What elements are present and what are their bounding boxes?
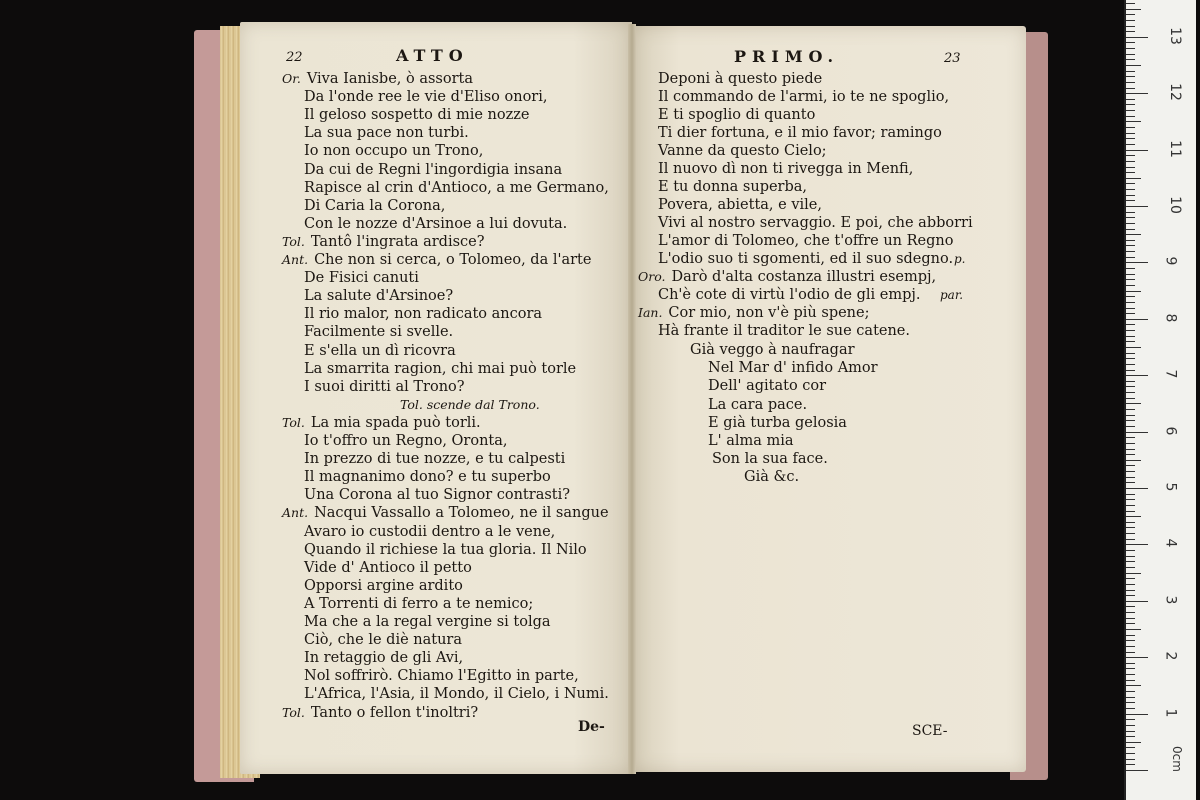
- ruler-tick: [1126, 471, 1135, 472]
- verse-text: La smarrita ragion, chi mai può torle: [304, 360, 577, 377]
- text-line: [304, 197, 445, 215]
- right-page: [632, 26, 1026, 772]
- ruler-tick: [1126, 606, 1135, 607]
- text-line: [304, 541, 587, 559]
- verse-text: Il rio malor, non radicato ancora: [304, 306, 543, 323]
- ruler-tick: [1126, 9, 1141, 10]
- text-line: [658, 124, 942, 142]
- text-line: [304, 631, 462, 649]
- text-line: [304, 305, 542, 323]
- ruler-tick: [1126, 477, 1135, 478]
- ruler-tick: [1126, 708, 1135, 709]
- ruler-tick: [1126, 189, 1135, 190]
- ruler-number: 1: [1162, 708, 1179, 718]
- ruler-tick: [1126, 302, 1135, 303]
- ruler-tick: [1126, 127, 1135, 128]
- ruler-tick: [1126, 313, 1135, 314]
- ruler-tick: [1126, 736, 1135, 737]
- text-line: [658, 214, 973, 232]
- ruler-tick: [1126, 291, 1141, 292]
- aria-line: La cara pace.: [708, 396, 808, 413]
- ruler-tick: [1126, 178, 1141, 179]
- aria-line: Son la sua face.: [712, 451, 828, 468]
- verse-text: Da cui de Regni l'ingordigia insana: [304, 161, 563, 178]
- verse-text: La salute d'Arsinoe?: [304, 288, 454, 305]
- ruler-tick: [1126, 386, 1135, 387]
- verse-text: Rapisce al crin d'Antioco, a me Germano,: [304, 179, 609, 196]
- text-line: [304, 269, 419, 287]
- text-line: [304, 613, 551, 631]
- speaker-label: Tol.: [282, 704, 305, 720]
- ruler-tick: [1126, 223, 1135, 224]
- ruler-tick: [1126, 623, 1135, 624]
- verse-text: Tantô l'ingrata ardisce?: [310, 233, 485, 250]
- catchword: SCE-: [912, 723, 948, 739]
- ruler-tick: [1126, 584, 1135, 585]
- ruler-tick: [1126, 200, 1135, 201]
- text-line: [658, 88, 949, 106]
- ruler-tick: [1126, 702, 1135, 703]
- aria-line: Già veggo à naufragar: [690, 342, 855, 358]
- ruler-tick: [1126, 31, 1135, 32]
- aria-line: Nel Mar d' infido Amor: [708, 360, 878, 377]
- verse-text: Darò d'alta costanza illustri esempj,: [671, 269, 937, 285]
- text-line: [304, 142, 483, 160]
- text-line: [282, 251, 591, 269]
- verse-text: Cor mio, non v'è più spene;: [668, 305, 870, 321]
- page-number: 22: [286, 50, 303, 65]
- verse-text: Ma che a la regal vergine si tolga: [304, 614, 551, 630]
- text-line: [304, 486, 570, 504]
- text-line: [304, 360, 576, 378]
- verse-text: Avaro io custodii dentro a le vene,: [304, 523, 556, 540]
- speaker-label: Ian.: [638, 305, 663, 320]
- ruler-tick: [1126, 742, 1141, 743]
- ruler-tick: [1126, 753, 1135, 754]
- ruler-tick: [1126, 697, 1135, 698]
- verse-text: E ti spoglio di quanto: [658, 107, 816, 123]
- ruler-tick: [1126, 375, 1148, 376]
- verse-text: Io non occupo un Trono,: [304, 143, 484, 160]
- ruler-tick: [1126, 747, 1135, 748]
- stage-direction: par.: [940, 288, 964, 302]
- ruler-tick: [1126, 556, 1135, 557]
- verse-text: Una Corona al tuo Signor contrasti?: [304, 487, 571, 504]
- ruler-tick: [1126, 26, 1135, 27]
- ruler-tick: [1126, 443, 1135, 444]
- ruler-tick: [1126, 415, 1135, 416]
- ruler-tick: [1126, 341, 1135, 342]
- ruler-tick: [1126, 454, 1135, 455]
- catchword: De-: [578, 719, 605, 735]
- ruler-tick: [1126, 725, 1135, 726]
- ruler-tick: [1126, 42, 1135, 43]
- ruler-tick: [1126, 161, 1135, 162]
- ruler-number: 2: [1162, 651, 1179, 661]
- ruler-tick: [1126, 482, 1135, 483]
- ruler-tick: [1126, 420, 1135, 421]
- verse-text: A Torrenti di ferro a te nemico;: [304, 595, 534, 612]
- verse-text: La mia spada può torli.: [310, 414, 481, 431]
- text-line: [658, 106, 815, 124]
- ruler-tick: [1126, 392, 1135, 393]
- text-line: [658, 178, 807, 196]
- ruler-tick: [1126, 279, 1135, 280]
- verse-text: Povera, abietta, e vile,: [658, 197, 822, 213]
- ruler-unit-label: 0cm: [1169, 746, 1184, 772]
- text-line: [304, 649, 463, 667]
- verse-text: Nacqui Vassallo a Tolomeo, ne il sangue: [314, 505, 609, 522]
- ruler-tick: [1126, 14, 1135, 15]
- ruler-number: 3: [1162, 595, 1179, 605]
- ruler-tick: [1126, 567, 1135, 568]
- ruler-tick: [1126, 172, 1135, 173]
- ruler-tick: [1126, 685, 1141, 686]
- text-line: [658, 196, 822, 214]
- ruler-tick: [1126, 527, 1135, 528]
- ruler-tick: [1126, 138, 1135, 139]
- verse-text: Io t'offro un Regno, Oronta,: [304, 433, 508, 449]
- ruler-tick: [1126, 691, 1135, 692]
- ruler-tick: [1126, 652, 1135, 653]
- text-line: [658, 70, 822, 88]
- ruler-tick: [1126, 212, 1135, 213]
- ruler-tick: [1126, 229, 1135, 230]
- ruler-tick: [1126, 240, 1135, 241]
- book-gutter: [628, 24, 636, 774]
- speaker-label: Tol.: [282, 414, 305, 430]
- ruler-tick: [1126, 195, 1135, 196]
- ruler-tick: [1126, 629, 1141, 630]
- verse-text: Che non si cerca, o Tolomeo, da l'arte: [314, 252, 592, 268]
- ruler-tick: [1126, 561, 1135, 562]
- text-line: [304, 667, 579, 685]
- verse-text: In retaggio de gli Avi,: [304, 650, 464, 667]
- text-line: [304, 88, 547, 106]
- text-line: [304, 323, 453, 341]
- text-line: [304, 595, 533, 613]
- ruler-tick: [1126, 590, 1135, 591]
- ruler-tick: [1126, 88, 1135, 89]
- ruler-number: 5: [1162, 482, 1179, 492]
- text-line: [400, 396, 540, 414]
- verse-text: Ciò, che le diè natura: [304, 632, 462, 649]
- text-line: [304, 685, 609, 703]
- ruler-tick: [1126, 437, 1135, 438]
- stage-direction: p.: [954, 252, 966, 266]
- ruler-tick: [1126, 601, 1148, 602]
- verse-text: Nol soffrirò. Chiamo l'Egitto in parte,: [304, 668, 579, 685]
- text-line: [638, 268, 936, 286]
- verse-text: Il nuovo dì non ti rivegga in Menfi,: [658, 161, 914, 177]
- ruler-tick: [1126, 578, 1135, 579]
- text-line: [658, 322, 910, 340]
- ruler-number: 6: [1162, 426, 1179, 436]
- ruler-tick: [1126, 116, 1135, 117]
- ruler-tick: [1126, 663, 1135, 664]
- verse-text: Vanne da questo Cielo;: [658, 143, 827, 159]
- speaker-label: Or.: [282, 71, 301, 86]
- running-header: ATTO: [396, 46, 469, 65]
- ruler-number: 8: [1162, 313, 1179, 323]
- ruler-tick: [1126, 403, 1141, 404]
- verse-text: Facilmente si svelle.: [304, 324, 454, 341]
- ruler-tick: [1126, 82, 1135, 83]
- ruler-number: 7: [1162, 369, 1179, 379]
- ruler-tick: [1126, 99, 1135, 100]
- speaker-label: Ant.: [282, 252, 309, 267]
- ruler-tick: [1126, 714, 1148, 715]
- running-header: PRIMO.: [734, 47, 840, 66]
- ruler-tick: [1126, 719, 1135, 720]
- speaker-label: Ant.: [282, 505, 309, 521]
- text-line: [658, 232, 953, 250]
- ruler-tick: [1126, 409, 1135, 410]
- verse-text: Ti dier fortuna, e il mio favor; ramingo: [658, 125, 942, 141]
- ruler-tick: [1126, 764, 1135, 765]
- verse-text: Di Caria la Corona,: [304, 197, 446, 214]
- ruler-tick: [1126, 646, 1135, 647]
- ruler-tick: [1126, 657, 1148, 658]
- ruler-tick: [1126, 20, 1135, 21]
- ruler-tick: [1126, 133, 1135, 134]
- text-line: [304, 432, 508, 450]
- ruler-tick: [1126, 37, 1148, 38]
- verse-text: Quando il richiese la tua gloria. Il Nilo: [304, 541, 587, 558]
- ruler-tick: [1126, 460, 1141, 461]
- ruler-tick: [1126, 183, 1135, 184]
- ruler-tick: [1126, 71, 1135, 72]
- text-line: [304, 342, 456, 360]
- ruler-tick: [1126, 257, 1135, 258]
- verse-text: Il magnanimo dono? e tu superbo: [304, 469, 551, 486]
- ruler-tick: [1126, 544, 1148, 545]
- stage-direction: Tol. scende dal Trono.: [400, 396, 540, 412]
- ruler-tick: [1126, 296, 1135, 297]
- verse-text: Deponi à questo piede: [658, 71, 823, 87]
- ruler-tick: [1126, 65, 1141, 66]
- text-line: [304, 468, 551, 486]
- speaker-label: Tol.: [282, 233, 305, 249]
- ruler-tick: [1126, 759, 1135, 760]
- text-line: [304, 106, 530, 124]
- ruler-tick: [1126, 398, 1135, 399]
- ruler-tick: [1126, 206, 1148, 207]
- verse-text: Vivi al nostro servaggio. E poi, che abborri: [658, 215, 973, 231]
- ruler-tick: [1126, 336, 1135, 337]
- text-line: [282, 414, 481, 432]
- ruler-tick: [1126, 59, 1135, 60]
- verse-text: Il commando de l'armi, io te ne spoglio,: [658, 89, 950, 105]
- text-line: [304, 378, 465, 396]
- ruler-tick: [1126, 680, 1135, 681]
- text-line: [304, 287, 453, 305]
- verse-text: E s'ella un dì ricovra: [304, 342, 456, 359]
- ruler-tick: [1126, 353, 1135, 354]
- text-line: [304, 577, 463, 595]
- ruler-tick: [1126, 48, 1135, 49]
- text-line: [658, 286, 921, 304]
- ruler-tick: [1126, 364, 1135, 365]
- verse-text: Ch'è cote di virtù l'odio de gli empj.: [658, 287, 921, 303]
- ruler-tick: [1126, 330, 1135, 331]
- ruler-tick: [1126, 251, 1135, 252]
- verse-text: I suoi diritti al Trono?: [304, 378, 465, 395]
- ruler-tick: [1126, 499, 1135, 500]
- verse-text: L'Africa, l'Asia, il Mondo, il Cielo, i Numi.: [304, 686, 609, 703]
- aria-line: L' alma mia: [708, 433, 794, 449]
- ruler-tick: [1126, 635, 1135, 636]
- ruler-tick: [1126, 516, 1141, 517]
- ruler-tick: [1126, 449, 1135, 450]
- ruler-tick: [1126, 285, 1135, 286]
- text-line: [282, 70, 473, 88]
- ruler-tick: [1126, 494, 1135, 495]
- ruler-tick: [1126, 505, 1135, 506]
- ruler-tick: [1126, 539, 1135, 540]
- ruler-number: 9: [1162, 256, 1179, 266]
- left-page: [240, 22, 632, 774]
- text-line: [658, 142, 827, 160]
- ruler-tick: [1126, 511, 1135, 512]
- verse-text: Con le nozze d'Arsinoe a lui dovuta.: [304, 215, 568, 232]
- ruler-tick: [1126, 488, 1148, 489]
- ruler-tick: [1126, 770, 1148, 771]
- ruler-tick: [1126, 550, 1135, 551]
- text-line: [304, 559, 472, 577]
- ruler-tick: [1126, 234, 1141, 235]
- verse-text: E tu donna superba,: [658, 179, 808, 195]
- aria-line: Già &c.: [744, 469, 800, 486]
- verse-text: De Fisici canuti: [304, 270, 419, 287]
- ruler-tick: [1126, 324, 1135, 325]
- ruler-tick: [1126, 155, 1135, 156]
- aria-line: Dell' agitato cor: [708, 378, 827, 395]
- verse-text: Da l'onde ree le vie d'Eliso onori,: [304, 89, 548, 106]
- ruler-tick: [1126, 76, 1135, 77]
- measuring-ruler: [1124, 0, 1196, 800]
- ruler-tick: [1126, 121, 1141, 122]
- ruler-tick: [1126, 144, 1135, 145]
- ruler-tick: [1126, 274, 1135, 275]
- ruler-number: 12: [1166, 83, 1183, 102]
- text-line: [304, 523, 555, 541]
- ruler-tick: [1126, 426, 1135, 427]
- ruler-number: 11: [1166, 139, 1183, 158]
- text-line: [304, 124, 469, 142]
- ruler-tick: [1126, 110, 1135, 111]
- ruler-tick: [1126, 308, 1135, 309]
- verse-text: Viva Ianisbe, ò assorta: [306, 71, 473, 87]
- text-line: [304, 215, 567, 233]
- verse-text: Tanto o fellon t'inoltri?: [310, 704, 479, 721]
- ruler-number: 4: [1162, 538, 1179, 548]
- ruler-tick: [1126, 522, 1135, 523]
- verse-text: Hà frante il traditor le sue catene.: [658, 323, 911, 339]
- ruler-tick: [1126, 3, 1135, 4]
- ruler-number: 13: [1166, 26, 1183, 45]
- ruler-tick: [1126, 167, 1135, 168]
- ruler-tick: [1126, 573, 1141, 574]
- ruler-tick: [1126, 319, 1148, 320]
- ruler-tick: [1126, 54, 1135, 55]
- ruler-tick: [1126, 618, 1135, 619]
- ruler-tick: [1126, 268, 1135, 269]
- ruler-tick: [1126, 150, 1148, 151]
- ruler-tick: [1126, 432, 1148, 433]
- verse-text: Opporsi argine ardito: [304, 577, 463, 594]
- ruler-tick: [1126, 262, 1148, 263]
- text-line: [304, 161, 562, 179]
- verse-text: La sua pace non turbi.: [304, 125, 469, 142]
- ruler-tick: [1126, 381, 1135, 382]
- text-line: [304, 450, 565, 468]
- text-line: [638, 304, 869, 322]
- text-line: [282, 704, 478, 722]
- verse-text: L'odio suo ti sgomenti, ed il suo sdegno.: [658, 251, 954, 267]
- ruler-tick: [1126, 674, 1135, 675]
- verse-text: Vide d' Antioco il petto: [304, 559, 472, 576]
- ruler-tick: [1126, 612, 1135, 613]
- ruler-tick: [1126, 104, 1135, 105]
- ruler-tick: [1126, 217, 1135, 218]
- ruler-tick: [1126, 595, 1135, 596]
- text-line: [658, 160, 913, 178]
- ruler-tick: [1126, 347, 1141, 348]
- verse-text: L'amor di Tolomeo, che t'offre un Regno: [658, 233, 954, 249]
- text-line: [304, 179, 609, 197]
- text-line: [658, 250, 953, 268]
- verse-text: Il geloso sospetto di mie nozze: [304, 107, 530, 124]
- ruler-number: 10: [1166, 196, 1183, 214]
- speaker-label: Oro.: [638, 269, 666, 284]
- page-number: 23: [944, 51, 961, 66]
- ruler-tick: [1126, 640, 1135, 641]
- aria-line: E già turba gelosia: [708, 414, 847, 431]
- ruler-tick: [1126, 358, 1135, 359]
- ruler-tick: [1126, 93, 1148, 94]
- ruler-tick: [1126, 731, 1135, 732]
- text-line: [282, 233, 485, 251]
- ruler-tick: [1126, 245, 1135, 246]
- text-line: [282, 504, 609, 522]
- ruler-tick: [1126, 465, 1135, 466]
- ruler-tick: [1126, 668, 1135, 669]
- ruler-tick: [1126, 533, 1135, 534]
- verse-text: In prezzo di tue nozze, e tu calpesti: [304, 451, 566, 468]
- ruler-tick: [1126, 370, 1135, 371]
